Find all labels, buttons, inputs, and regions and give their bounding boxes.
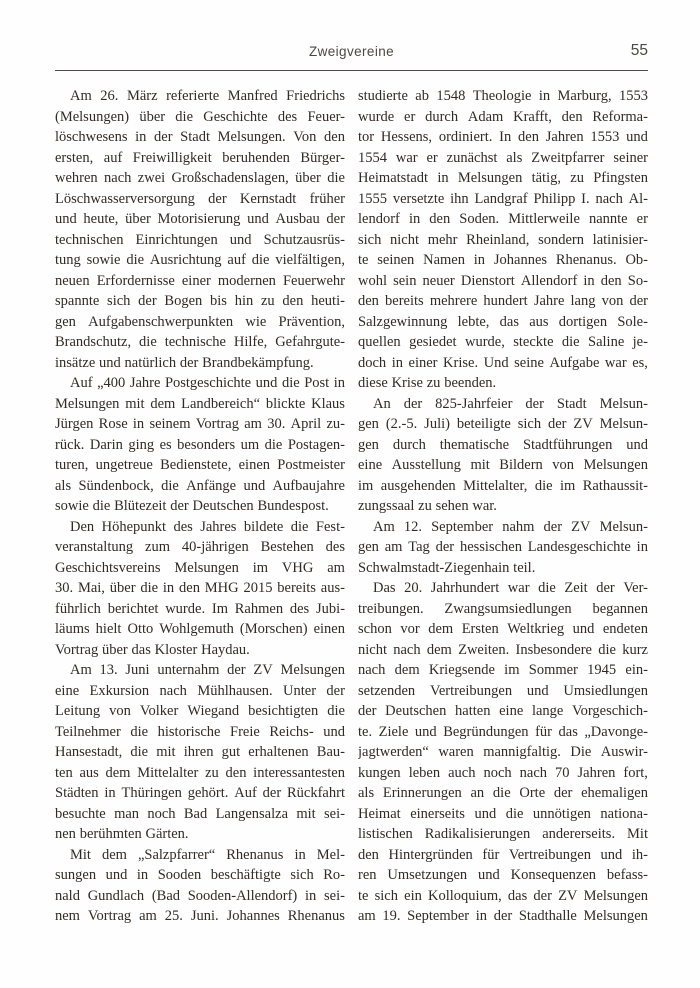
text-line: Brandschutz, die technische Hilfe, Gefahrgute- xyxy=(55,334,345,350)
text-line: 1554 war er zunächst als Zweitpfarrer seiner xyxy=(358,149,648,166)
text-line: Salzgewinnung lebte, das aus dortigen Sole- xyxy=(358,313,648,330)
text-line: ersten, auf Freiwilligkeit beruhenden Bürger- xyxy=(55,149,345,166)
text-line: neuen Erfordernisse einer modernen Feuerwehr xyxy=(55,272,345,289)
text-line: kungen leben auch noch nach 70 Jahren fort, xyxy=(358,764,648,781)
text-line: und heute, über Motorisierung und Ausbau der xyxy=(55,211,345,227)
text-line: rück. Darin ging es besonders um die Postagen- xyxy=(55,436,345,453)
text-line: Am 12. September nahm der ZV Melsun- xyxy=(373,518,648,535)
text-line: Hansestadt, die mit ihren gut erhaltenen Bau- xyxy=(55,744,345,760)
text-line: wohl sein neuer Dienstort Allendorf in den So- xyxy=(358,272,648,289)
text-line: nach dem Kriegsende im Sommer 1945 ein- xyxy=(358,662,648,678)
text-line: gen (2.-5. Juli) beteiligte sich der ZV Melsun- xyxy=(358,416,648,432)
text-line: läums hielt Otto Wohlgemuth (Morschen) einen xyxy=(55,621,345,637)
text-line: nald Gundlach (Bad Sooden-Allendorf) in sei- xyxy=(55,887,345,904)
text-line: Heimat einerseits und die unnötigen nationa- xyxy=(358,805,648,822)
text-line: Heimatstadt in Melsungen tätig, zu Pfingsten xyxy=(358,170,648,186)
text-line: als Sündenbock, die Anfänge und Aufbaujahre xyxy=(55,477,345,494)
text-line: gen Aufgabenschwerpunkten wie Prävention, xyxy=(55,313,345,330)
text-line: wehren nach zwei Großschadenslagen, über die xyxy=(55,170,345,186)
text-line: gen durch thematische Stadtführungen und xyxy=(358,436,648,453)
text-line: nem Vortrag am 25. Juni. Johannes Rhenanus xyxy=(55,908,345,924)
text-columns xyxy=(55,86,648,927)
text-line: (Melsungen) über die Geschichte des Feuer- xyxy=(55,108,345,125)
text-line: am 19. September in der Stadthalle Melsungen xyxy=(358,908,648,924)
text-line: der Deutschen hatten eine lange Vorgeschich- xyxy=(358,703,648,719)
text-line: insätze und natürlich der Brandbekämpfung. xyxy=(55,354,314,371)
text-line: den bereits mehrere hundert Jahre lang von der xyxy=(358,293,648,309)
page-header xyxy=(55,0,648,71)
text-line: eine Ausstellung mit Bildern von Melsungen xyxy=(358,457,648,473)
text-line: löschwesens in der Stadt Melsungen. Von den xyxy=(55,129,345,145)
text-line: Teilnehmer die historische Freie Reichs- und xyxy=(55,723,345,740)
text-line: Löschwasserversorgung der Kernstadt früher xyxy=(55,190,345,207)
text-line: Jürgen Rose in seinem Vortrag am 30. April zu- xyxy=(55,416,345,432)
text-line: tor Hessens, ordiniert. In den Jahren 1553 und xyxy=(358,129,648,145)
text-line: treibungen. Zwangsumsiedlungen begannen xyxy=(358,600,648,617)
text-line: Schwalmstadt-Ziegenhain teil. xyxy=(358,559,536,576)
text-line: tung sowie die Ausrichtung auf die vielfältigen, xyxy=(55,252,345,268)
text-line: schon vor dem Ersten Weltkrieg und endeten xyxy=(358,621,648,637)
text-line: quellen gesiedet wurde, steckte die Saline je- xyxy=(358,334,648,350)
text-line: sungen und in Sooden beschäftigte sich Ro- xyxy=(55,867,345,883)
text-line: spannte sich der Bogen bis hin zu den heuti- xyxy=(55,293,345,309)
text-line: te sich ein Kolloquium, das der ZV Melsungen xyxy=(358,887,648,904)
text-line: diese Krise zu beenden. xyxy=(358,375,497,391)
text-line: doch in einer Krise. Und seine Aufgabe war es, xyxy=(358,354,648,371)
text-line: zungssaal zu sehen war. xyxy=(358,498,497,514)
text-line: als Erinnerungen an die Orte der ehemaligen xyxy=(358,785,648,801)
text-line: An der 825-Jahrfeier der Stadt Melsun- xyxy=(373,395,648,412)
text-line: 30. Mai, über die in den MHG 2015 bereits aus- xyxy=(55,580,345,596)
text-line: 1555 versetzte ihn Landgraf Philipp I. nach Al- xyxy=(358,190,648,207)
text-line: Leitung von Volker Wiegand besichtigten die xyxy=(55,703,345,719)
right-column xyxy=(358,86,648,927)
text-line: te seinen Namen in Johannes Rhenanus. Ob- xyxy=(358,252,648,268)
text-line: im ausgehenden Mittelalter, die im Rathaussit- xyxy=(358,477,648,494)
text-line: Den Höhepunkt des Jahres bildete die Fest- xyxy=(70,518,345,535)
text-line: jagtwerden“ waren mannigfaltig. Die Auswir- xyxy=(358,744,648,760)
text-line: ren Umsetzungen und Konsequenzen befass- xyxy=(358,867,648,883)
text-line: sowie die Blütezeit der Deutschen Bundespost. xyxy=(55,498,329,514)
text-line: wurde er durch Adam Krafft, den Reforma- xyxy=(358,108,648,125)
text-line: Vortrag über das Kloster Haydau. xyxy=(55,641,250,658)
text-line: setzenden Vertreibungen und Umsiedlungen xyxy=(358,682,648,699)
text-line: te. Ziele und Begründungen für das „Davonge- xyxy=(358,723,648,740)
text-line: Das 20. Jahrhundert war die Zeit der Ver- xyxy=(373,580,648,596)
text-line: nicht nach dem Zweiten. Insbesondere die kurz xyxy=(358,641,648,658)
text-line: Geschichtsvereins Melsungen im VHG am xyxy=(55,559,345,576)
text-line: ten aus dem Mittelalter zu den interessantesten xyxy=(55,764,345,781)
text-line: führlich berichtet wurde. Im Rahmen des Jubi- xyxy=(55,600,345,617)
text-line: turen, ungetreue Bedienstete, einen Postmeister xyxy=(55,457,345,473)
left-column xyxy=(55,86,345,927)
text-line: Städten in Thüringen gehört. Auf der Rückfahrt xyxy=(55,785,345,801)
text-line: eine Exkursion nach Mühlhausen. Unter der xyxy=(55,682,345,699)
text-line: Mit dem „Salzpfarrer“ Rhenanus in Mel- xyxy=(70,846,345,863)
text-line: Auf „400 Jahre Postgeschichte und die Post in xyxy=(70,375,345,391)
text-line: Melsungen mit dem Landbereich“ blickte Klaus xyxy=(55,395,345,412)
text-line: sich nicht mehr Rheinland, sondern latinisier- xyxy=(358,231,648,248)
running-head: Zweigvereine xyxy=(308,44,395,59)
text-line: listischen Radikalisierungen andererseits. Mit xyxy=(358,826,648,842)
text-line: veranstaltung zum 40-jährigen Bestehen des xyxy=(55,539,345,555)
text-line: lendorf in den Soden. Mittlerweile nannte er xyxy=(358,211,648,227)
text-line: gen am Tag der hessischen Landesgeschichte in xyxy=(358,539,648,555)
text-line: den Hintergründen für Vertreibungen und ih- xyxy=(358,846,648,863)
page-number: 55 xyxy=(630,42,648,59)
text-line: nen berühmten Gärten. xyxy=(55,826,189,842)
text-line: besuchte man noch Bad Langensalza mit sei- xyxy=(55,805,345,822)
text-line: Am 26. März referierte Manfred Friedrichs xyxy=(70,88,345,104)
text-line: technischen Einrichtungen und Schutzausrüs- xyxy=(55,231,345,248)
text-line: Am 13. Juni unternahm der ZV Melsungen xyxy=(70,662,345,678)
text-line: studierte ab 1548 Theologie in Marburg, 1553 xyxy=(358,88,648,104)
